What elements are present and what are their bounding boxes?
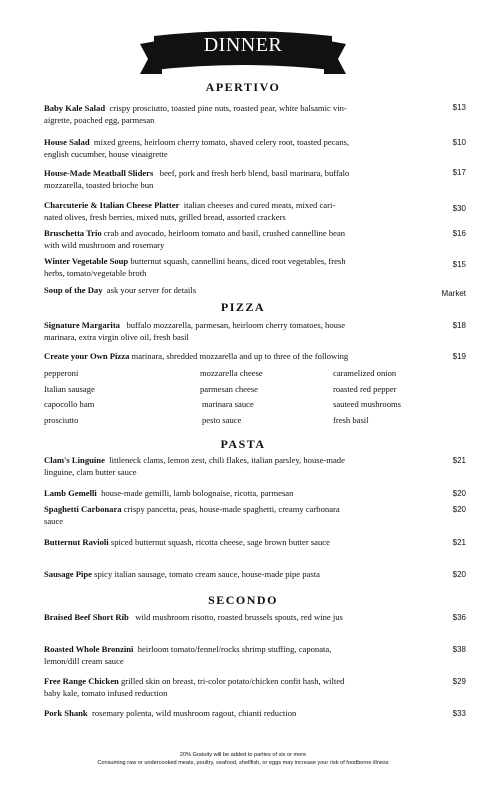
topping: caramelized onion [333,368,397,378]
item-price: $30 [452,204,466,213]
item-price: $15 [452,260,466,269]
item-price: $21 [452,456,466,465]
item-price: $20 [452,489,466,498]
item-name: Winter Vegetable Soup [44,256,129,266]
item-name: Create your Own Pizza [44,351,130,361]
item-name: Bruschetta Trio [44,228,102,238]
item-name: Charcuterie & Italian Cheese Platter [44,200,180,210]
item-desc-2: herbs, tomato/vegetable broth [44,267,147,278]
menu-title: DINNER [203,34,283,56]
item-price: $33 [452,709,466,718]
item-desc: beef, pork and fresh herb blend, basil marinara, buffalo [159,168,350,178]
item-clams-linguine [44,455,414,478]
item-desc: wild mushroom risotto, roasted brussels spouts, red wine jus [135,612,343,622]
item-name: Lamb Gemelli [44,488,97,498]
item-meatball-sliders [44,168,414,191]
item-desc: crispy prosciutto, toasted pine nuts, roasted pear, white balsamic vin- [109,103,347,113]
topping: capocollo ham [44,399,95,409]
item-desc-2: aigrette, poached egg, parmesan [44,114,155,125]
item-desc: marinara, shredded mozzarella and up to three of the following [131,351,349,361]
item-name: Signature Margarita [44,320,120,330]
item-price: Market [441,289,466,298]
item-desc: butternut squash, cannellini beans, diced root vegetables, fresh [130,256,346,266]
topping: prosciutto [44,415,79,425]
item-price: $10 [452,138,466,147]
item-desc-2: english cucumber, house vinaigrette [44,148,168,159]
topping: mozzarella cheese [200,368,263,378]
topping: Italian sausage [44,384,95,394]
footer-gratuity: 20% Gratuity will be added to parties of six or more [179,752,307,758]
item-price: $16 [452,229,466,238]
item-name: Sausage Pipe [44,569,92,579]
item-price: $13 [452,103,466,112]
item-butternut-ravioli [44,537,414,549]
item-desc: house-made gemilli, lamb bolognaise, ricotta, parmesan [101,488,294,498]
section-aperitivo: APERTIVO [205,80,281,94]
item-desc: crab and avocado, heirloom tomato and basil, crushed cannelline bean [103,228,346,238]
item-desc-2: sauce [44,515,64,526]
item-pork-shank [44,708,414,720]
section-pizza: PIZZA [220,300,266,314]
item-name: Spaghetti Carbonara [44,504,122,514]
topping: sauteed mushrooms [333,399,402,409]
item-price: $36 [452,613,466,622]
item-desc: heirloom tomato/fennel/rocks shrimp stuffing, caponata, [137,644,332,654]
topping: marinara sauce [202,399,254,409]
item-soup-of-day [44,285,414,297]
item-name: Braised Beef Short Rib [44,612,129,622]
item-desc-2: linguine, clam butter sauce [44,466,137,477]
topping: parmesan cheese [200,384,258,394]
item-desc: spiced butternut squash, ricotta cheese, sage brown butter sauce [110,537,330,547]
item-desc-2: marinara, extra virgin olive oil, fresh basil [44,331,189,342]
item-short-rib [44,612,414,624]
item-baby-kale [44,103,414,126]
item-name: Soup of the Day [44,285,103,295]
section-secondo: SECONDO [208,593,278,607]
item-desc-2: nated olives, fresh berries, mixed nuts, grilled bread, assorted crackers [44,211,286,222]
topping: roasted red pepper [333,384,397,394]
topping: pesto sauce [202,415,242,425]
item-desc: spicy italian sausage, tomato cream sauce, house-made pipe pasta [94,569,320,579]
item-price: $38 [452,645,466,654]
item-desc: buffalo mozzarella, parmesan, heirloom cherry tomatoes, house [126,320,346,330]
item-free-range-chicken [44,676,414,699]
item-carbonara [44,504,414,527]
item-lamb-gemelli [44,488,414,500]
item-desc: littleneck clams, lemon zest, chili flakes, italian parsley, house-made [109,455,345,465]
item-name: House Salad [44,137,90,147]
item-price: $17 [452,168,466,177]
item-name: Butternut Ravioli [44,537,109,547]
topping: pepperoni [44,368,79,378]
item-own-pizza [44,351,414,363]
section-pasta: PASTA [220,437,266,451]
item-name: Clam's Linguine [44,455,105,465]
item-desc-2: lemon/dill cream sauce [44,655,124,666]
item-bronzini [44,644,414,667]
item-margarita [44,320,414,343]
item-desc: mixed greens, heirloom cherry tomato, shaved celery root, toasted pecans, [93,137,350,147]
item-vegetable-soup [44,256,414,279]
item-price: $29 [452,677,466,686]
item-name: House-Made Meatball Sliders [44,168,154,178]
item-name: Pork Shank [44,708,88,718]
item-name: Roasted Whole Bronzini [44,644,134,654]
item-desc-2: baby kale, tomato infused reduction [44,687,168,698]
item-desc-2: with wild mushroom and rosemary [44,239,165,250]
item-desc: crispy pancetta, peas, house-made spaghetti, creamy carbonara [123,504,340,514]
item-price: $20 [452,570,466,579]
item-desc: grilled skin on breast, tri-color potato/chicken confit hash, wilted [120,676,345,686]
item-desc: rosemary polenta, wild mushroom ragout, chianti reduction [92,708,297,718]
item-house-salad [44,137,414,160]
item-desc: italian cheeses and cured meats, mixed cari- [183,200,336,210]
item-charcuterie [44,200,414,223]
item-sausage-pipe [44,569,414,581]
item-bruschetta [44,228,414,251]
item-price: $20 [452,505,466,514]
item-price: $18 [452,321,466,330]
topping: fresh basil [333,415,369,425]
item-desc-2: mozzarella, toasted brioche bun [44,179,154,190]
item-price: $19 [452,352,466,361]
item-price: $21 [452,538,466,547]
item-name: Free Range Chicken [44,676,119,686]
item-name: Baby Kale Salad [44,103,106,113]
footer-disclaimer: Consuming raw or undercooked meats, poultry, seafood, shellfish, or eggs may increase your risk of foodborne illness [97,760,389,766]
item-desc: ask your server for details [106,285,197,295]
